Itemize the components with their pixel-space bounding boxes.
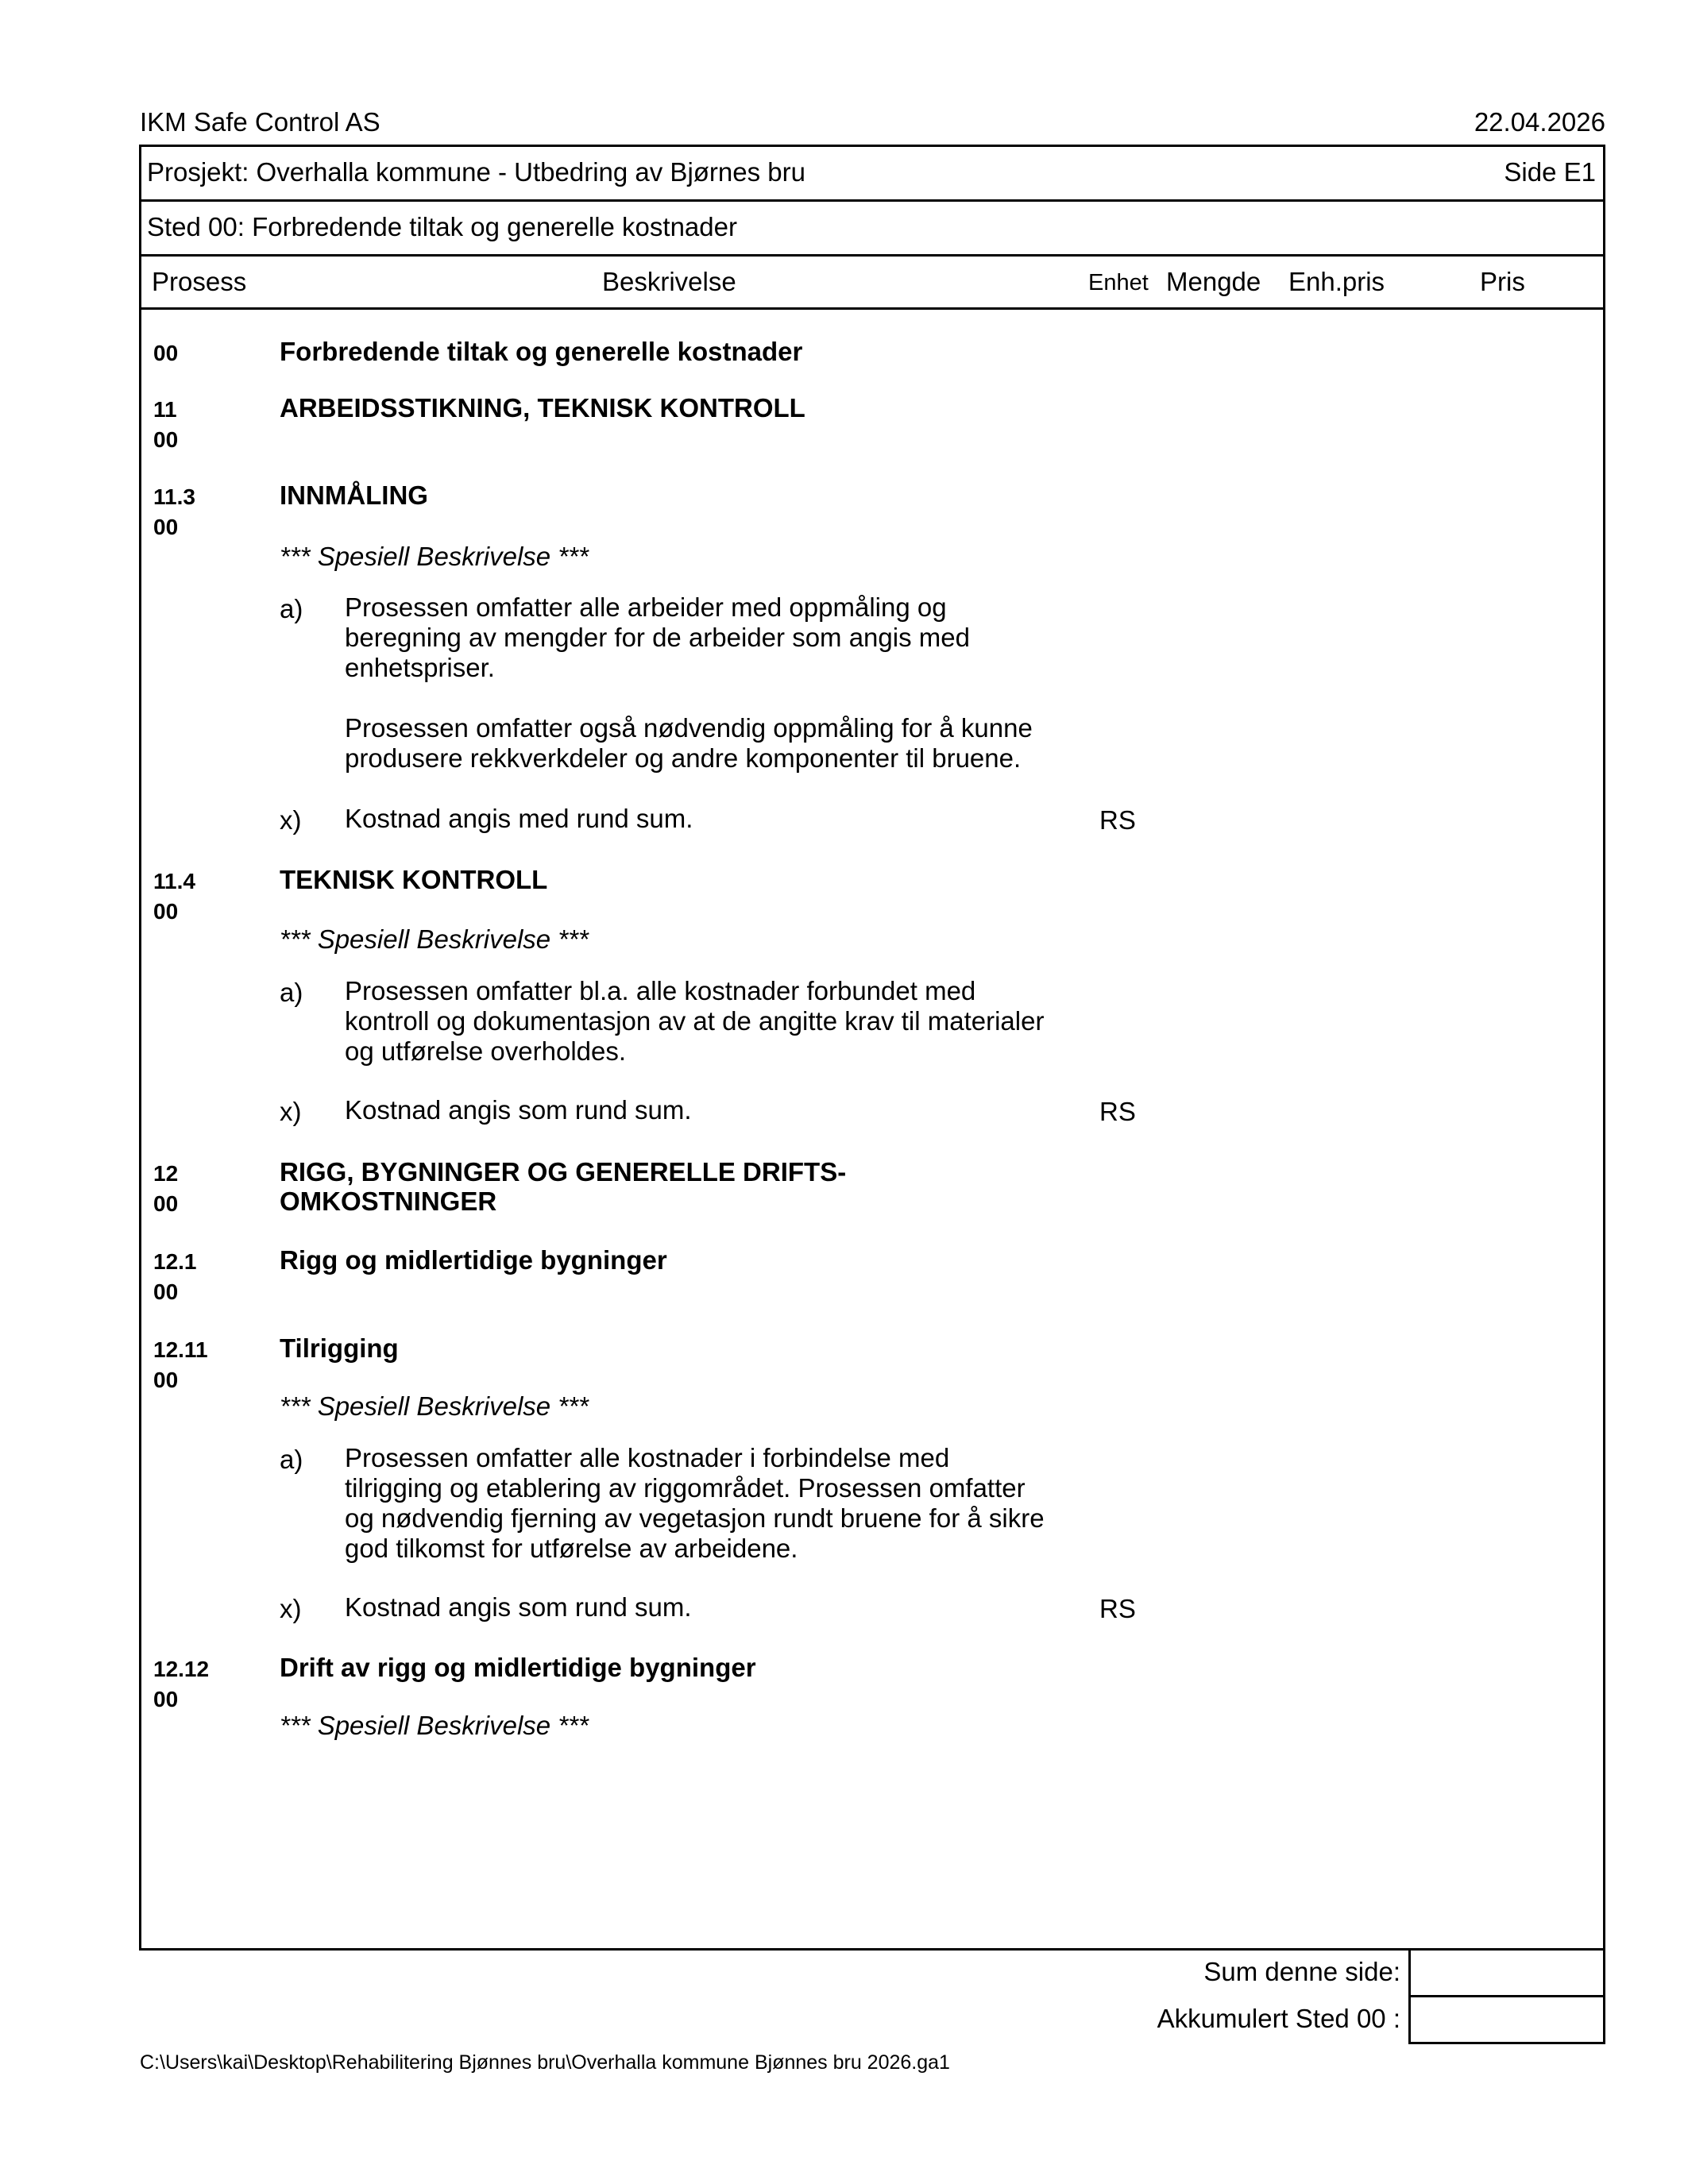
item-marker-a: a) [280,978,303,1007]
item-marker-a: a) [280,1445,303,1474]
unit-value: RS [1099,1097,1136,1126]
location-title: Sted 00: Forbredende tiltak og generelle kostnader [147,212,737,241]
column-prosess: Prosess [152,267,247,296]
process-code: 11.4 00 [153,869,195,924]
process-title: ARBEIDSSTIKNING, TEKNISK KONTROLL [280,393,805,423]
process-code: 12 00 [153,1161,179,1216]
accumulated-box [1408,1995,1605,2044]
special-description-label: *** Spesiell Beskrivelse *** [280,1391,589,1421]
process-title: Rigg og midlertidige bygninger [280,1245,667,1275]
unit-value: RS [1099,1594,1136,1623]
process-title: Forbredende tiltak og generelle kostnader [280,337,803,366]
item-marker-x: x) [280,1097,302,1126]
cost-text: Kostnad angis med rund sum. [345,804,693,833]
accumulated-label: Akkumulert Sted 00 : [1157,2004,1400,2033]
special-description-label: *** Spesiell Beskrivelse *** [280,1711,589,1740]
page-number: Side E1 [1504,157,1596,187]
file-path: C:\Users\kai\Desktop\Rehabilitering Bjønnes bru\Overhalla kommune Bjønnes bru 2026.ga1 [140,2051,950,2074]
process-code: 12.11 00 [153,1337,208,1392]
item-marker-a: a) [280,594,303,623]
description-text: Prosessen omfatter også nødvendig oppmåling for å kunne produsere rekkverkdeler og andre komponenter til bruene. [345,713,1033,773]
process-code: 00 [153,341,179,365]
special-description-label: *** Spesiell Beskrivelse *** [280,924,589,954]
column-enhpris: Enh.pris [1288,267,1385,296]
project-title: Prosjekt: Overhalla kommune - Utbedring av Bjørnes bru [147,157,805,187]
special-description-label: *** Spesiell Beskrivelse *** [280,542,589,571]
sum-page-label: Sum denne side: [1203,1957,1400,1986]
document-date: 22.04.2026 [1474,107,1605,137]
column-pris: Pris [1480,267,1525,296]
description-text: Prosessen omfatter alle kostnader i forbindelse med tilrigging og etablering av riggområdet. Prosessen omfatter og nødvendig fjerning av vegetasjon rundt bruene for å sikre god tilkomst for utførelse av arbeidene. [345,1443,1045,1563]
company-name: IKM Safe Control AS [140,107,380,137]
divider-project [139,199,1605,202]
divider-columns [139,307,1605,310]
process-code: 11.3 00 [153,484,195,539]
unit-value: RS [1099,805,1136,835]
sum-page-box [1408,1948,1605,1997]
process-title: Drift av rigg og midlertidige bygninger [280,1653,756,1682]
process-code: 11 00 [153,397,179,452]
column-enhet: Enhet [1088,270,1149,295]
description-text: Prosessen omfatter bl.a. alle kostnader forbundet med kontroll og dokumentasjon av at de angitte krav til materialer og utførelse overholdes. [345,976,1045,1066]
divider-location [139,254,1605,257]
item-marker-x: x) [280,805,302,835]
column-beskrivelse: Beskrivelse [602,267,736,296]
process-title: TEKNISK KONTROLL [280,865,548,894]
process-code: 12.1 00 [153,1249,197,1304]
description-text: Prosessen omfatter alle arbeider med oppmåling og beregning av mengder for de arbeider som angis med enhetspriser. [345,592,970,682]
item-marker-x: x) [280,1594,302,1623]
cost-text: Kostnad angis som rund sum. [345,1095,692,1125]
process-title: INNMÅLING [280,480,428,510]
process-title: RIGG, BYGNINGER OG GENERELLE DRIFTS- OMKOSTNINGER [280,1157,847,1216]
process-title: Tilrigging [280,1333,399,1363]
column-mengde: Mengde [1166,267,1261,296]
process-code: 12.12 00 [153,1657,210,1711]
cost-text: Kostnad angis som rund sum. [345,1592,692,1622]
